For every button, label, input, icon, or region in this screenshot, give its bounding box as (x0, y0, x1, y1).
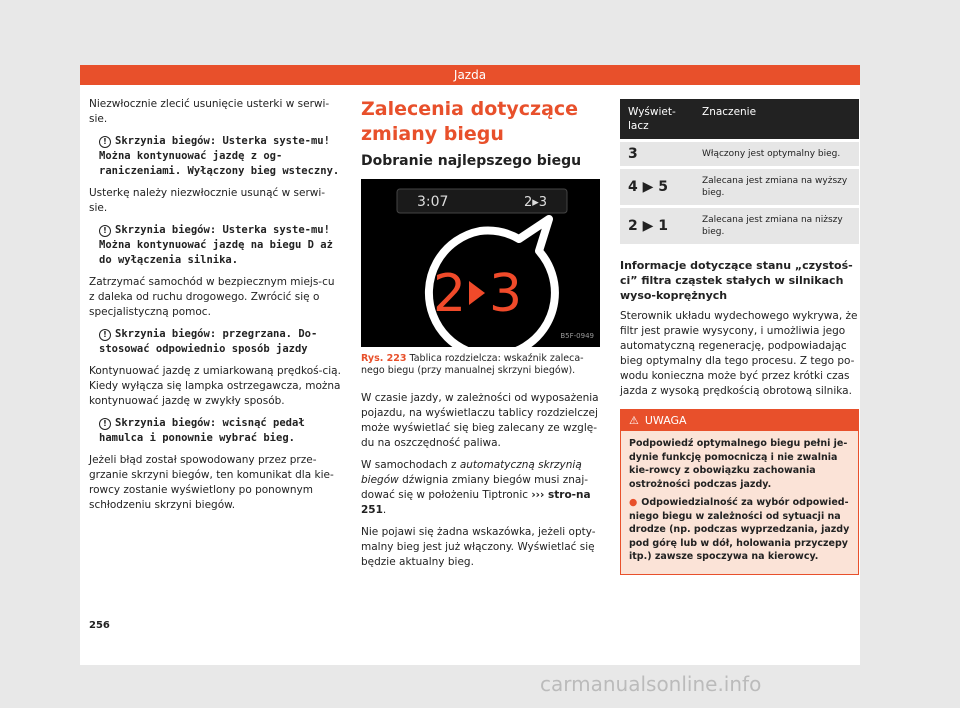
figure-number: Rys. 223 (361, 353, 407, 364)
column-middle (361, 97, 600, 577)
warning-message: ! Skrzynia biegów: Usterka syste-mu! Można kontynuować jazdę na biegu D aż do wyłączenia silnika. (99, 224, 333, 266)
gear-symbol: 2 ▶ 1 (620, 207, 694, 245)
table-row (620, 207, 859, 245)
paragraph: Kontynuować jazdę z umiarkowaną prędkoś-cią. Kiedy wyłącza się lampka ostrzegawcza, można kontynuować jazdę w zwykły sposób. (89, 365, 341, 407)
gear-symbol: 3 (620, 141, 694, 168)
paragraph: Nie pojawi się żadna wskazówka, jeżeli opty-malny bieg jest już włączony. Wyświetlać się będzie aktualny bieg. (361, 526, 596, 568)
bullet-icon: ● (629, 497, 638, 508)
caution-title: UWAGA (644, 414, 687, 427)
caution-box (620, 409, 859, 575)
dashboard-figure (361, 179, 600, 347)
info-heading: Informacje dotyczące stanu „czystoś-ci” filtra cząstek stałych w silnikach wyso-koprężnych (620, 259, 853, 302)
warning-message: ! Skrzynia biegów: Usterka syste-mu! Można kontynuować jazdę z og-raniczeniami. Wyłączony bieg wsteczny. (99, 135, 340, 177)
info-icon: ! (99, 329, 111, 341)
section-subtitle: Dobranie najlepszego biegu (361, 153, 582, 169)
watermark: carmanualsonline.info (540, 672, 762, 696)
caution-text: Podpowiedź optymalnego biegu pełni je-dynie funkcję pomocniczą i nie zwalnia kie-rowcy z obowiązku zachowania ostrożności podczas jazdy. (629, 438, 848, 490)
page-reference-link[interactable]: ››› stro-na 251 (361, 489, 591, 516)
figure-code: B5F-0949 (560, 332, 594, 340)
column-left (89, 97, 341, 520)
gear-meaning: Zalecana jest zmiana na niższy bieg. (694, 207, 859, 245)
table-header-meaning: Znaczenie (694, 99, 859, 141)
paragraph: Usterkę należy niezwłocznie usunąć w serwi-sie. (89, 187, 326, 214)
gear-indicator-table (620, 99, 859, 244)
recommended-gear-to: 3 (489, 264, 523, 324)
info-icon: ! (99, 136, 111, 148)
paragraph: W samochodach z automatyczną skrzynią biegów dźwignia zmiany biegów musi znaj-dować się w położeniu Tiptronic ››› stro-na 251. (361, 459, 591, 516)
table-header-row (620, 99, 859, 141)
paragraph: Sterownik układu wydechowego wykrywa, że filtr jest prawie wysycony, i umożliwia jego automatyczną regenerację, podpowiadając bieg optymalny dla tego procesu. Z tego po-wodu konieczna może być przez krótki czas jazda z wysoką prędkością obrotową silnika. (620, 310, 858, 397)
gear-meaning: Włączony jest optymalny bieg. (694, 141, 859, 168)
gear-symbol: 4 ▶ 5 (620, 168, 694, 207)
recommended-gear-from: 2 (433, 264, 467, 324)
section-title: Zalecenia dotyczące zmiany biegu (361, 98, 579, 145)
figure-caption: Rys. 223 Tablica rozdzielcza: wskaźnik zaleca-nego biegu (przy manualnej skrzyni biegów). (361, 353, 584, 376)
warning-message: ! Skrzynia biegów: przegrzana. Do-stosować odpowiednio sposób jazdy (99, 328, 318, 355)
paragraph: Jeżeli błąd został spowodowany przez prze-grzanie skrzyni biegów, ten komunikat dla kie-rowcy zostanie wyświetlony po ponownym schłodzeniu skrzyni biegów. (89, 454, 334, 511)
table-row (620, 141, 859, 168)
warning-triangle-icon: ⚠ (629, 414, 639, 427)
table-header-display: Wyświet-lacz (620, 99, 694, 141)
caution-bullet: ● Odpowiedzialność za wybór odpowied-niego biegu w zależności od sytuacji na drodze (np. podczas wyprzedzania, jazdy pod górę lub w dół, holowania przyczepy itp.) zawsze spoczywa na kierowcy. (629, 497, 850, 562)
gear-meaning: Zalecana jest zmiana na wyższy bieg. (694, 168, 859, 207)
info-icon: ! (99, 418, 111, 430)
corner-gear-readout: 2▸3 (524, 195, 548, 210)
paragraph: Zatrzymać samochód w bezpiecznym miejs-cu z daleka od ruchu drogowego. Zwrócić się o specjalistyczną pomoc. (89, 276, 335, 318)
caution-body (621, 431, 858, 574)
warning-message: ! Skrzynia biegów: wcisnąć pedał hamulca i ponownie wybrać bieg. (99, 417, 305, 444)
clock-readout: 3:07 (417, 194, 449, 210)
paragraph: W czasie jazdy, w zależności od wyposażenia pojazdu, na wyświetlaczu tablicy rozdzielczej może wyświetlać się bieg zalecany ze wzglę-du na oszczędność paliwa. (361, 392, 599, 449)
page-number: 256 (89, 620, 110, 631)
info-icon: ! (99, 225, 111, 237)
paragraph: Niezwłocznie zlecić usunięcie usterki w serwi-sie. (89, 98, 330, 125)
gear-indicator-illustration (361, 179, 600, 347)
column-right (620, 99, 859, 575)
caution-header (621, 410, 858, 431)
page-header: Jazda (80, 65, 860, 85)
table-row (620, 168, 859, 207)
